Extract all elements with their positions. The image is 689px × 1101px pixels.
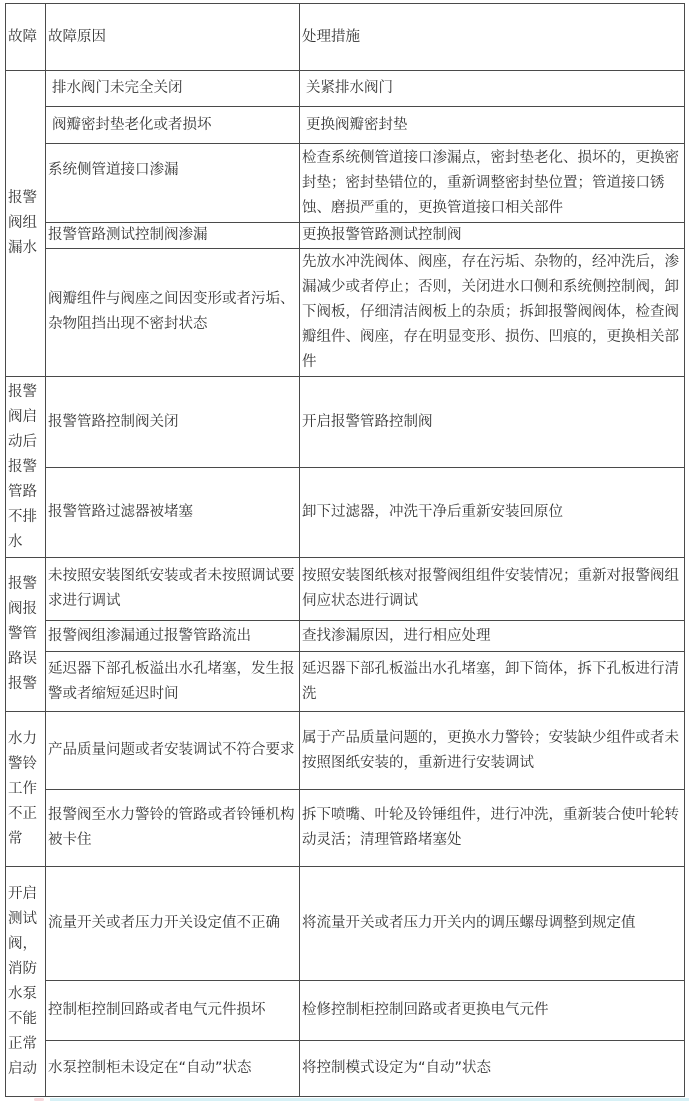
remedy-cell: 将控制模式设定为“自动”状态 — [300, 1041, 685, 1097]
cause-cell: 报警管路控制阀关闭 — [46, 377, 300, 468]
table-row — [6, 652, 685, 712]
table-row — [6, 981, 685, 1041]
cause-cell: 阀瓣组件与阀座之间因变形或者污垢、杂物阻挡出现不密封状态 — [46, 249, 300, 377]
cause-cell: 排水阀门未完全关闭 — [46, 71, 300, 107]
cause-cell: 产品质量问题或者安装调试不符合要求 — [46, 712, 300, 790]
remedy-cell: 按照安装图纸核对报警阀组组件安装情况；重新对报警阀组伺应状态进行调试 — [300, 558, 685, 621]
header-row — [6, 4, 685, 71]
table-row — [6, 468, 685, 558]
cause-cell: 报警管路过滤器被堵塞 — [46, 468, 300, 558]
fault-category: 报警阀报警管路误报警 — [6, 558, 46, 712]
remedy-cell: 延迟器下部孔板溢出水孔堵塞，卸下筒体，拆下孔板进行清洗 — [300, 652, 685, 712]
table-row — [6, 249, 685, 377]
header-fault: 故障 — [6, 4, 46, 71]
table-row — [6, 223, 685, 249]
table-row — [6, 107, 685, 144]
cause-cell: 报警阀至水力警铃的管路或者铃锤机构被卡住 — [46, 790, 300, 867]
fault-category: 水力警铃工作不正常 — [6, 712, 46, 867]
table-row — [6, 1041, 685, 1097]
fault-category: 报警阀组漏水 — [6, 71, 46, 377]
remedy-cell: 检修控制柜控制回路或者更换电气元件 — [300, 981, 685, 1041]
fault-category: 开启测试阀，消防水泵不能正常启动 — [6, 867, 46, 1097]
remedy-cell: 属于产品质量问题的，更换水力警铃；安装缺少组件或者未按照图纸安装的，重新进行安装调试 — [300, 712, 685, 790]
table-row — [6, 621, 685, 652]
remedy-cell: 更换阀瓣密封垫 — [300, 107, 685, 144]
cause-cell: 延迟器下部孔板溢出水孔堵塞，发生报警或者缩短延迟时间 — [46, 652, 300, 712]
remedy-cell: 卸下过滤器，冲洗干净后重新安装回原位 — [300, 468, 685, 558]
fault-category: 报警阀启动后报警管路不排水 — [6, 377, 46, 558]
remedy-cell: 检查系统侧管道接口渗漏点，密封垫老化、损坏的，更换密封垫；密封垫错位的，重新调整密封垫位置；管道接口锈蚀、磨损严重的，更换管道接口相关部件 — [300, 144, 685, 223]
remedy-cell: 关紧排水阀门 — [300, 71, 685, 107]
cause-cell: 水泵控制柜未设定在“自动”状态 — [46, 1041, 300, 1097]
remedy-cell: 查找渗漏原因，进行相应处理 — [300, 621, 685, 652]
remedy-cell: 拆下喷嘴、叶轮及铃锤组件，进行冲洗，重新装合使叶轮转动灵活；清理管路堵塞处 — [300, 790, 685, 867]
table-row — [6, 712, 685, 790]
cause-cell: 流量开关或者压力开关设定值不正确 — [46, 867, 300, 981]
remedy-cell: 将流量开关或者压力开关内的调压螺母调整到规定值 — [300, 867, 685, 981]
remedy-cell: 开启报警管路控制阀 — [300, 377, 685, 468]
table-row — [6, 558, 685, 621]
fault-table — [5, 3, 685, 1097]
cause-cell: 报警管路测试控制阀渗漏 — [46, 223, 300, 249]
header-cause: 故障原因 — [46, 4, 300, 71]
remedy-cell: 先放水冲洗阀体、阀座，存在污垢、杂物的，经冲洗后，渗漏减少或者停止；否则，关闭进水口侧和系统侧控制阀，卸下阀板，仔细清洁阀板上的杂质；拆卸报警阀阀体，检查阀瓣组件、阀座，存在明显变形、损伤、凹痕的，更换相关部件 — [300, 249, 685, 377]
table-row — [6, 867, 685, 981]
header-remedy: 处理措施 — [300, 4, 685, 71]
cause-cell: 系统侧管道接口渗漏 — [46, 144, 300, 223]
table-row — [6, 71, 685, 107]
cause-cell: 控制柜控制回路或者电气元件损坏 — [46, 981, 300, 1041]
cause-cell: 未按照安装图纸安装或者未按照调试要求进行调试 — [46, 558, 300, 621]
remedy-cell: 更换报警管路测试控制阀 — [300, 223, 685, 249]
table-row — [6, 144, 685, 223]
table-row — [6, 377, 685, 468]
table-row — [6, 790, 685, 867]
cause-cell: 报警阀组渗漏通过报警管路流出 — [46, 621, 300, 652]
cause-cell: 阀瓣密封垫老化或者损坏 — [46, 107, 300, 144]
